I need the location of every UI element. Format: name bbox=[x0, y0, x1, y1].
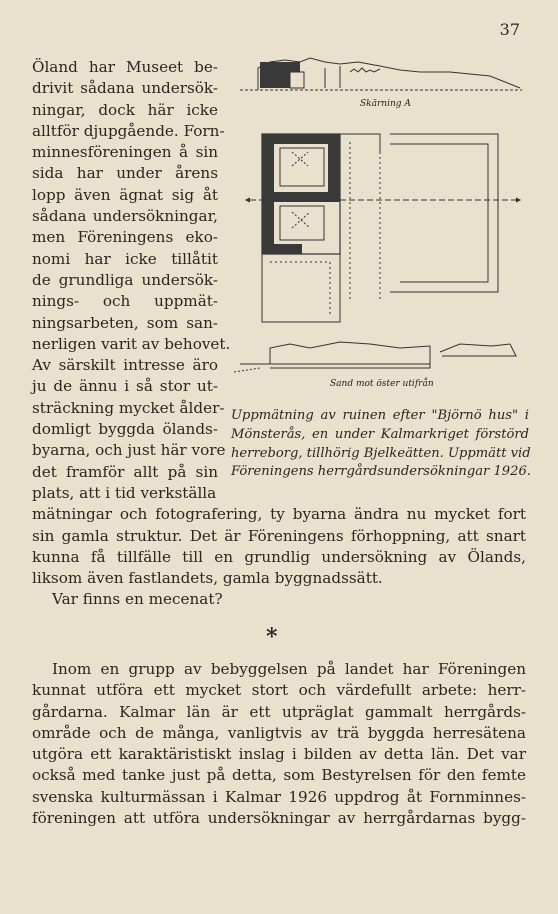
section-separator: * bbox=[266, 624, 278, 650]
caption-line: Uppmätning av ruinen efter "Björnö hus" i bbox=[231, 408, 529, 423]
text-line: ju de ännu i så stor ut- bbox=[32, 377, 218, 396]
text-line: föreningen att utföra undersökningar av herrgårdarnas bygg- bbox=[32, 809, 526, 828]
text-line: de grundliga undersök- bbox=[32, 270, 218, 289]
text-line: sin gamla struktur. Det är Föreningens förhoppning, att snart bbox=[32, 526, 526, 545]
text-line: Var finns en mecenat? bbox=[52, 590, 223, 609]
text-line: kunna få tillfälle till en grundlig undersökning av Ölands, bbox=[32, 547, 526, 566]
text-line: svenska kulturmässan i Kalmar 1926 uppdrog åt Fornminnes- bbox=[32, 787, 526, 806]
text-line: nomi har icke tillåtit bbox=[32, 249, 218, 268]
text-line: alltför djupgående. Forn- bbox=[32, 121, 225, 140]
text-line: sida har under årens bbox=[32, 164, 218, 183]
text-line: område och de många, vanligtvis av trä byggda herresätena bbox=[32, 723, 526, 742]
ruin-plan-figure bbox=[230, 52, 530, 402]
caption-line: herreborg, tillhörig Bjelkeätten. Uppmätt vid bbox=[231, 445, 531, 461]
bottom-elevation bbox=[234, 342, 516, 372]
text-line: Öland har Museet be- bbox=[32, 58, 218, 76]
text-line: sådana undersökningar, bbox=[32, 207, 218, 226]
text-line: plats, att i tid verkställa bbox=[32, 484, 217, 502]
text-line: gårdarna. Kalmar län är ett utpräglat gammalt herrgårds- bbox=[32, 702, 526, 721]
text-line: Av särskilt intresse äro bbox=[32, 356, 218, 375]
text-line: drivit sådana undersök- bbox=[32, 79, 218, 98]
figure-caption bbox=[231, 407, 529, 482]
text-line: ningsarbeten, som san- bbox=[32, 313, 218, 332]
text-line: men Föreningens eko- bbox=[32, 228, 218, 247]
continuation-paragraph bbox=[32, 483, 526, 611]
section-elevation bbox=[240, 58, 522, 90]
bottom-label: Sand mot öster utifrån bbox=[330, 379, 434, 389]
text-line: lopp även ägnat sig åt bbox=[32, 185, 218, 204]
text-line: Inom en grupp av bebyggelsen på landet har Föreningen bbox=[52, 660, 526, 678]
section-label: Skärning A bbox=[360, 99, 411, 109]
caption-line: Mönsterås, en under Kalmarkriget förstörd bbox=[231, 426, 529, 442]
text-line: sträckning mycket ålder- bbox=[32, 398, 225, 417]
text-line: minnesföreningen å sin bbox=[32, 143, 218, 162]
text-line: nerligen varit av behovet. bbox=[32, 334, 231, 353]
text-line: domligt byggda ölands- bbox=[32, 420, 218, 439]
page-number: 37 bbox=[499, 20, 520, 39]
ruin-plan-drawing bbox=[230, 52, 530, 402]
text-line: nings- och uppmät- bbox=[32, 292, 218, 311]
caption-line: Föreningens herrgårdsundersökningar 1926. bbox=[231, 464, 531, 480]
text-line: utgöra ett karaktäristiskt inslag i bilden av detta län. Det var bbox=[32, 745, 526, 764]
floor-plan bbox=[246, 134, 520, 322]
herrgardar-paragraph bbox=[32, 659, 526, 829]
text-line: också med tanke just på detta, som Bestyrelsen för den femte bbox=[32, 766, 526, 785]
text-line: byarna, och just här vore bbox=[32, 441, 226, 460]
text-line: mätningar och fotografering, ty byarna ändra nu mycket fort bbox=[32, 505, 526, 524]
text-line: kunnat utföra ett mycket stort och värdefullt arbete: herr- bbox=[32, 681, 526, 700]
text-line: det framför allt på sin bbox=[32, 462, 218, 481]
left-column-text bbox=[32, 57, 231, 483]
text-line: liksom även fastlandets, gamla byggnadssätt. bbox=[32, 569, 383, 588]
text-line: ningar, dock här icke bbox=[32, 100, 218, 119]
